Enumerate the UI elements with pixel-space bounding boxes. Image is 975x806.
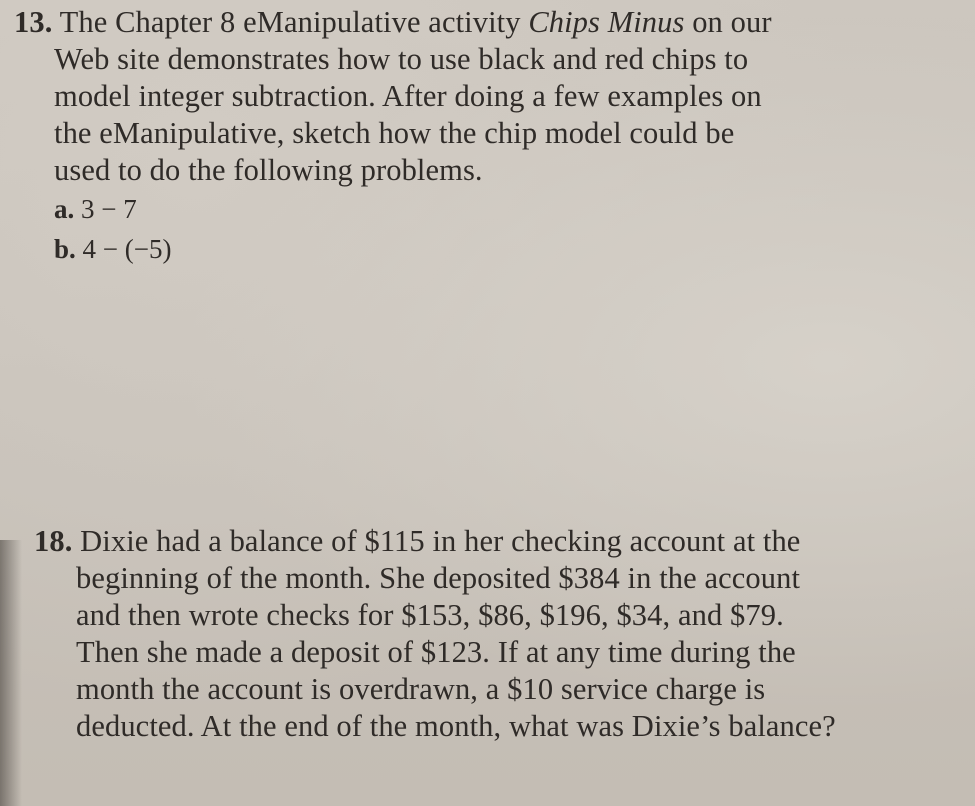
problem-13-part-b [14,229,964,269]
problem-13-line-5: used to do the following problems. [54,153,483,187]
problem-13-line-1 [14,4,964,41]
part-b-expression: 4 − (−5) [82,234,172,264]
problem-18-number: 18. [34,524,73,558]
problem-13 [14,4,964,269]
activity-title: Chips Minus [528,5,685,39]
problem-13-part-a [14,189,964,229]
problem-18-line-1 [34,523,972,560]
problem-13-text-1a: The Chapter 8 eManipulative activity [59,5,529,39]
problem-13-number: 13. [14,5,53,39]
problem-13-line-4: the eManipulative, sketch how the chip model could be [54,116,735,150]
part-a-expression: 3 − 7 [81,194,137,224]
problem-18-line-4: Then she made a deposit of $123. If at any time during the [76,635,796,669]
problem-18-line-3: and then wrote checks for $153, $86, $196, $34, and $79. [76,598,784,632]
problem-13-text-1b: on our [684,5,772,39]
problem-13-line-3: model integer subtraction. After doing a few examples on [54,79,762,113]
problem-18-line-6: deducted. At the end of the month, what was Dixie’s balance? [76,709,836,743]
problem-18 [34,523,972,745]
problem-18-line-5: month the account is overdrawn, a $10 service charge is [76,672,766,706]
page-edge-shadow [0,540,22,806]
problem-18-line-2: beginning of the month. She deposited $384 in the account [76,561,801,595]
problem-13-line-2: Web site demonstrates how to use black and red chips to [54,42,749,76]
part-a-label: a. [54,194,75,224]
problem-18-text-1: Dixie had a balance of $115 in her checking account at the [80,524,801,558]
part-b-label: b. [54,234,76,264]
